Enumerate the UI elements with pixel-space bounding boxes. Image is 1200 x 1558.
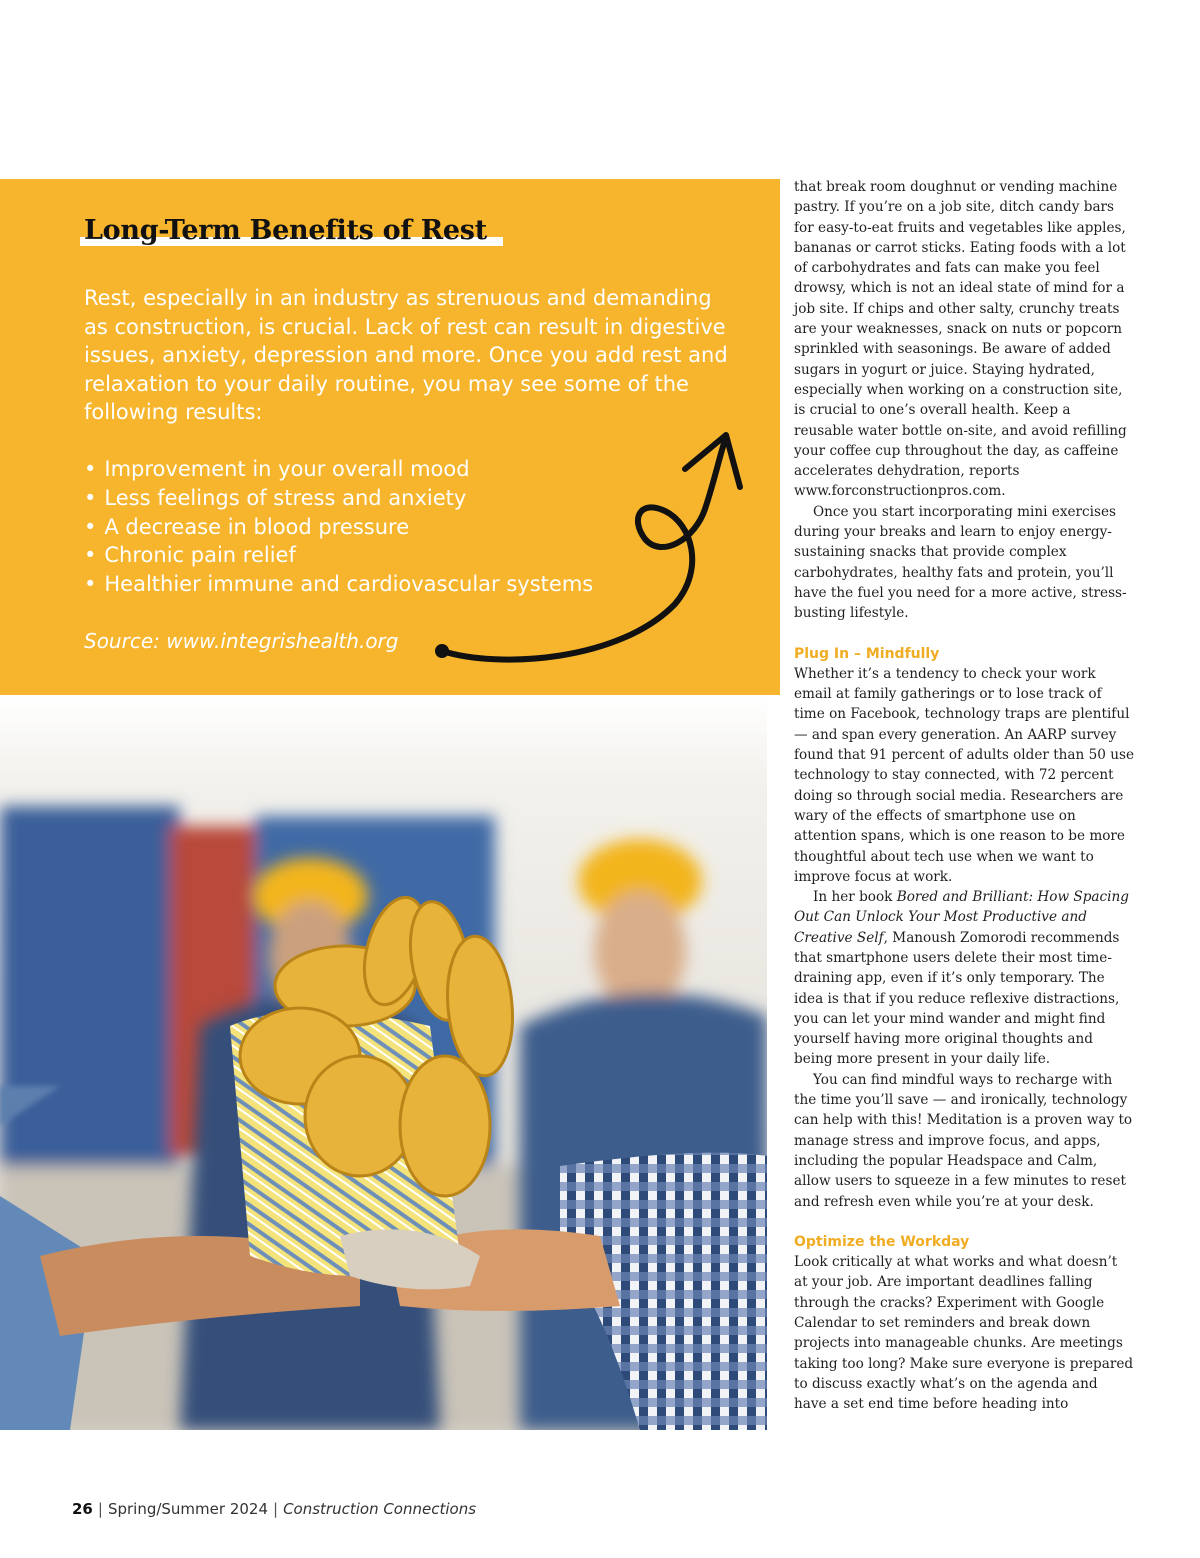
paragraph-text: , Manoush Zomorodi recommends that smartphone users delete their most time-draining app, even if it’s only temporary. The idea is that if you reduce reflexive distractions, you can let your mind wander and might find yourself having more original thoughts and being more present in your daily life.	[794, 929, 1120, 1068]
footer-separator: |	[273, 1500, 279, 1518]
page-number: 26	[72, 1500, 93, 1518]
book-title: Bored and Brilliant: How Spacing Out Can Unlock Your Most Productive and Creative Self	[794, 889, 1129, 946]
article-paragraph	[794, 887, 1134, 1070]
article-paragraph: You can find mindful ways to recharge with the time you’ll save — and ironically, technology can help with this! Meditation is a proven way to manage stress and improve focus, and apps, including the popular Headspace and Calm, allow users to squeeze in a few minutes to reset and refresh even while you’re at your desk.	[794, 1071, 1133, 1210]
article-paragraph: Once you start incorporating mini exercises during your breaks and learn to enjoy energy-sustaining snacks that provide complex carbohydrates, healthy fats and protein, you’ll have the fuel you need for a more active, stress-busting lifestyle.	[794, 503, 1127, 622]
paragraph-text: In her book	[813, 889, 897, 906]
article-paragraph: Whether it’s a tendency to check your work email at family gatherings or to lose track of time on Facebook, technology traps are plentiful — and span every generation. An AARP survey found that 91 percent of adults older than 50 use technology to stay connected, with 72 percent doing so through social media. Researchers are wary of the effects of smartphone use on attention spans, which is one reason to be more thoughtful about tech use when we want to improve focus at work.	[794, 665, 1135, 885]
list-item: • A decrease in blood pressure	[84, 513, 593, 542]
section-heading: Plug In – Mindfully	[794, 645, 940, 662]
curly-arrow-icon	[430, 429, 750, 669]
publication-name: Construction Connections	[283, 1500, 477, 1518]
footer-separator: |	[97, 1500, 103, 1518]
list-item: • Chronic pain relief	[84, 541, 593, 570]
issue-season: Spring/Summer 2024	[107, 1500, 268, 1518]
sidebar-box	[0, 179, 780, 695]
list-item: • Improvement in your overall mood	[84, 455, 593, 484]
handshake-photo	[0, 696, 767, 1430]
page-footer	[72, 1500, 476, 1518]
list-item: • Healthier immune and cardiovascular systems	[84, 570, 593, 599]
sidebar-source: Source: www.integrishealth.org	[84, 629, 399, 653]
article-paragraph: that break room doughnut or vending machine pastry. If you’re on a job site, ditch candy bars for easy-to-eat fruits and vegetables like apples, bananas or carrot sticks. Eating foods with a lot of carbohydrates and fats can make you feel drowsy, which is not an ideal state of mind for a job site. If chips and other salty, crunchy treats are your weaknesses, snack on nuts or popcorn sprinkled with seasonings. Be aware of added sugars in yogurt or juice. Staying hydrated, especially when working on a construction site, is crucial to one’s overall health. Keep a reusable water bottle on-site, and avoid refilling your coffee cup throughout the day, as caffeine accelerates dehydration, reports www.forconstructionpros.com.	[794, 179, 1127, 500]
article-column	[794, 177, 1134, 1415]
list-item: • Less feelings of stress and anxiety	[84, 484, 593, 513]
article-paragraph: Look critically at what works and what doesn’t at your job. Are important deadlines falling through the cracks? Experiment with Google Calendar to set reminders and break down projects into manageable chunks. Are meetings taking too long? Make sure everyone is prepared to discuss exactly what’s on the agenda and have a set end time before heading into	[794, 1254, 1134, 1413]
section-heading: Optimize the Workday	[794, 1233, 970, 1250]
sidebar-intro: Rest, especially in an industry as strenuous and demanding as construction, is crucial. Lack of rest can result in digestive issues, anxiety, depression and more. Once you add rest and relaxation to your daily routine, you may see some of the following results:	[84, 286, 728, 425]
sidebar-title: Long-Term Benefits of Rest	[80, 215, 503, 248]
